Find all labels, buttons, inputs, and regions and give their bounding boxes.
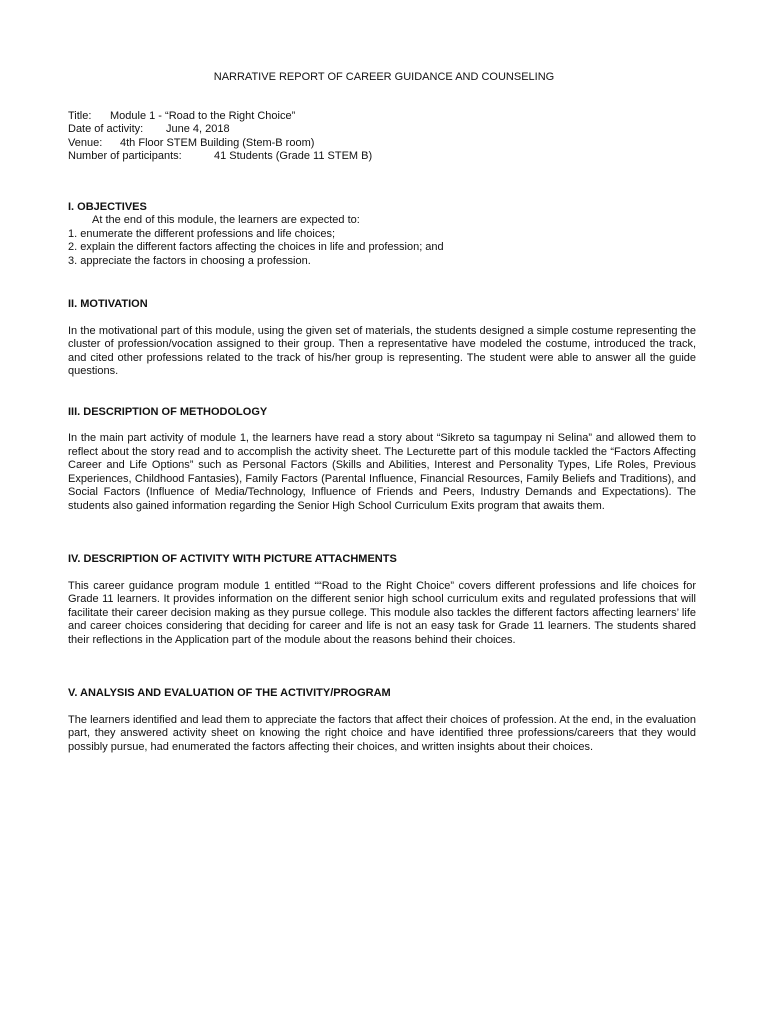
meta-participants-row [68, 150, 696, 164]
document-page [68, 71, 696, 754]
meta-participants-value: 41 Students (Grade 11 STEM B) [214, 150, 373, 162]
motivation-heading: II. MOTIVATION [68, 298, 148, 310]
activity-paragraph: This career guidance program module 1 entitled ““Road to the Right Choice” covers different professions and life choices for Grade 11 learners. It provides information on the different senior high school curriculum exits and regulated professions that will facilitate their career decision making as they pursue college. This module also tackles the different factors affecting learners’ life and career choices considering that deciding for career and life is not an easy task for Grade 11 learners. The students shared their reflections in the Application part of the module about the reasons behind their choices. [68, 579, 696, 646]
objective-item: 1. enumerate the different professions and life choices; [68, 227, 336, 240]
analysis-heading: V. ANALYSIS AND EVALUATION OF THE ACTIVITY/PROGRAM [68, 687, 391, 699]
document-title: NARRATIVE REPORT OF CAREER GUIDANCE AND COUNSELING [213, 71, 555, 83]
meta-date-row [68, 123, 696, 137]
objectives-intro: At the end of this module, the learners are expected to: [92, 214, 360, 226]
meta-venue-row [68, 137, 696, 151]
meta-venue-value: 4th Floor STEM Building (Stem-B room) [120, 136, 315, 149]
meta-venue-label: Venue: [68, 136, 103, 149]
motivation-paragraph: In the motivational part of this module, using the given set of materials, the students designed a simple costume representing the cluster of profession/vocation assigned to their group. Then a representative have modeled the costume, introduced the track, and cited other professions related to the track of his/her group is representing. The student were able to answer all the guide questions. [68, 324, 696, 377]
methodology-paragraph: In the main part activity of module 1, the learners have read a story about “Sikreto sa tagumpay ni Selina” and allowed them to reflect about the story read and to accomplish the activity sheet. The Lecturette part of this module tackled the “Factors Affecting Career and Life Options” such as Personal Factors (Skills and Abilities, Interest and Personality Types, Life Roles, Previous Experiences, Childhood Fantasies), Family Factors (Parental Influence, Financial Resources, Family Beliefs and Traditions), and Social Factors (Influence of Media/Technology, Influence of Friends and Peers, Industry Demands and Expectations). The students also gained information regarding the Senior High School Curriculum Exits program that awaits them. [68, 432, 696, 512]
objective-item: 2. explain the different factors affecting the choices in life and profession; and [68, 241, 444, 253]
meta-title-label: Title: [68, 109, 92, 122]
meta-date-value: June 4, 2018 [166, 123, 230, 135]
meta-title-row [68, 110, 696, 124]
objective-item: 3. appreciate the factors in choosing a profession. [68, 254, 311, 267]
methodology-heading: III. DESCRIPTION OF METHODOLOGY [68, 405, 268, 418]
meta-title-value: Module 1 - “Road to the Right Choice” [110, 109, 296, 122]
meta-participants-label: Number of participants: [68, 150, 182, 162]
analysis-paragraph: The learners identified and lead them to appreciate the factors that affect their choices of profession. At the end, in the evaluation part, they answered activity sheet on knowing the right choice and have identified three professions/careers that they would possibly pursue, had enumerated the factors affecting their choices, and written insights about their choices. [68, 713, 696, 753]
report-metadata [68, 110, 696, 164]
activity-heading: IV. DESCRIPTION OF ACTIVITY WITH PICTURE ATTACHMENTS [68, 553, 397, 565]
objectives-heading: I. OBJECTIVES [68, 200, 147, 213]
meta-date-label: Date of activity: [68, 123, 144, 135]
objectives-list [68, 228, 696, 269]
